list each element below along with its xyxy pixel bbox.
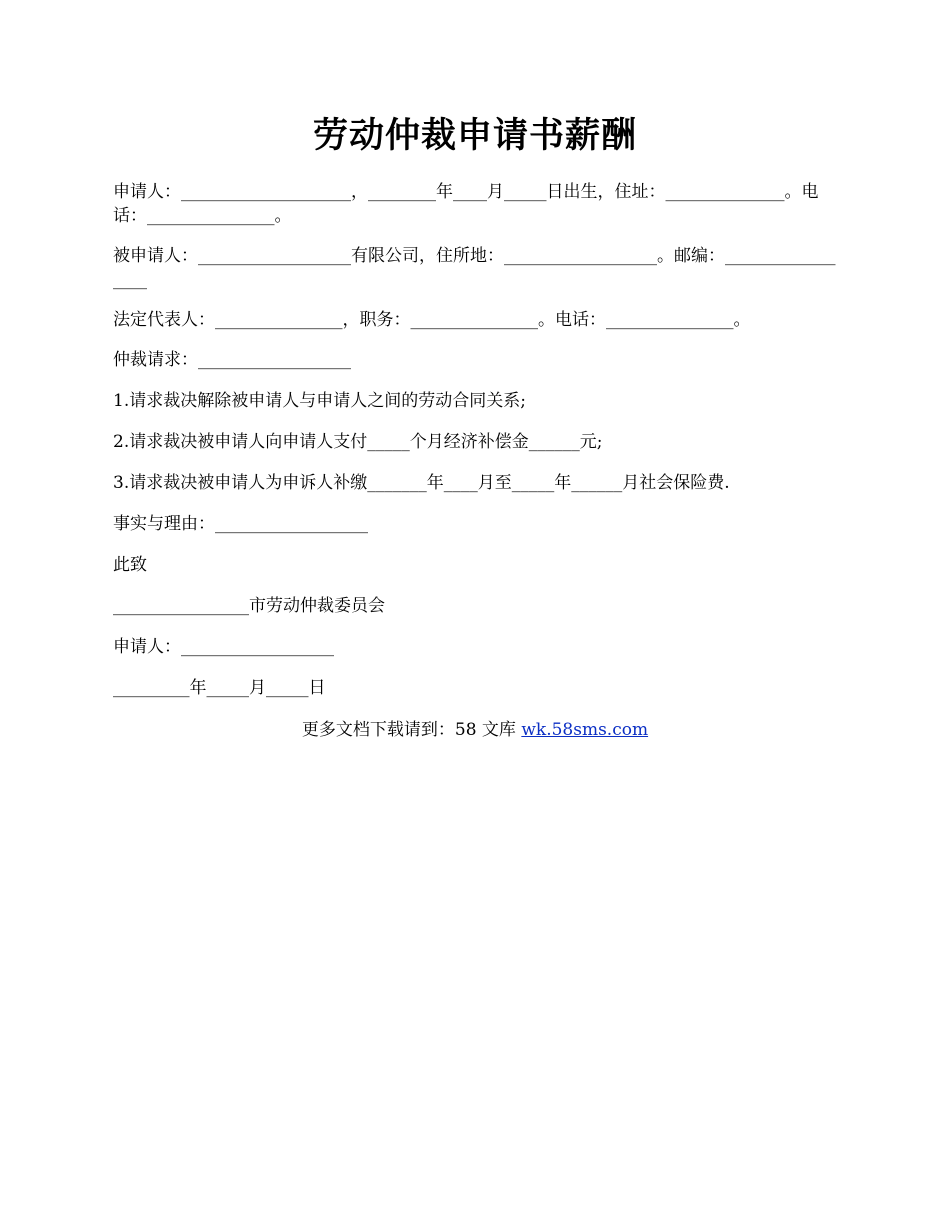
salutation: 此致	[113, 555, 147, 575]
respondent-info-paragraph: 被申请人：__________________有限公司，住所地：__________________。邮编：_________________	[113, 246, 836, 290]
request-item-1: 1.请求裁决解除被申请人与申请人之间的劳动合同关系;	[113, 391, 526, 411]
footer-link[interactable]: wk.58sms.com	[521, 720, 649, 740]
arbitration-request-heading: 仲裁请求：__________________	[113, 350, 351, 370]
request-item-3: 3.请求裁决被申请人为申诉人补缴_______年____月至_____年______月社会保险费.	[113, 473, 730, 493]
request-item-2: 2.请求裁决被申请人向申请人支付_____个月经济补偿金______元;	[113, 432, 603, 452]
footer-prefix: 更多文档下载请到：58 文库	[301, 720, 522, 740]
download-footer	[0, 718, 950, 742]
document-title: 劳动仲裁申请书薪酬	[312, 116, 637, 156]
signature-date: _________年_____月_____日	[113, 678, 326, 698]
applicant-info-paragraph: 申请人：____________________，________年____月_____日出生，住址：______________。电话：_______________。	[113, 182, 819, 226]
facts-and-reasons-paragraph: 事实与理由：__________________	[113, 514, 368, 534]
legal-representative-paragraph: 法定代表人：_______________，职务：_______________。电话：_______________。	[113, 310, 751, 330]
recipient-committee: ________________市劳动仲裁委员会	[113, 596, 385, 616]
signature-applicant: 申请人：__________________	[113, 637, 334, 657]
